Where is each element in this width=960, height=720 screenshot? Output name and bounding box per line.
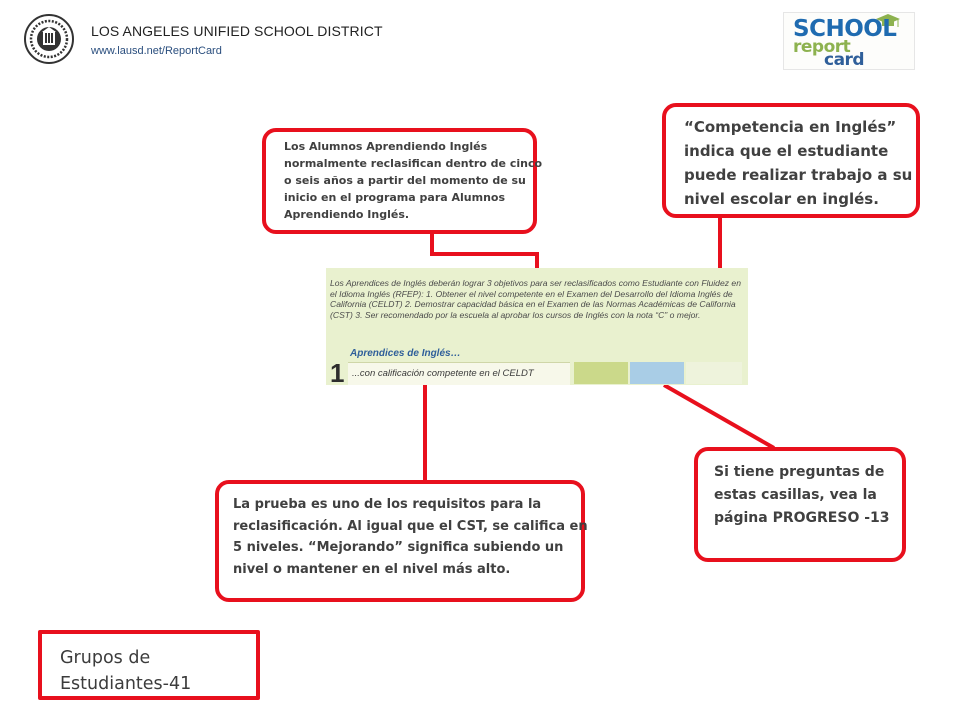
callout-english-learners (262, 128, 543, 234)
excerpt-row-number: 1 (330, 358, 345, 385)
excerpt-subheading: Aprendices de Inglés… (350, 348, 461, 359)
school-report-card-logo (783, 12, 915, 70)
excerpt-cell-empty (686, 362, 742, 384)
district-seal-icon (24, 14, 74, 64)
excerpt-row-label: ...con calificación competente en el CELDT (352, 368, 534, 379)
connector-preguntas (664, 385, 774, 448)
excerpt-cell-blue (630, 362, 684, 384)
callout-preguntas (694, 447, 906, 562)
district-name: LOS ANGELES UNIFIED SCHOOL DISTRICT (91, 23, 383, 39)
callout-competencia-text: “Competencia en Inglés” indica que el estudiante puede realizar trabajo a su nivel escolar en inglés. (684, 118, 913, 208)
callout-competencia (662, 103, 920, 218)
excerpt-paragraph: Los Aprendices de Inglés deberán lograr 3 objetivos para ser reclasificados como Estudiante con Fluidez en el Idioma Inglés (RFEP): 1. Obtener el nivel competente en el Examen del Desarrollo del Idioma Inglés de California (CELDT) 2. Demostrar capacidad básica en el Examen de las Normas Académicas de California (CST) 3. Ser recomendado por la escuela al aprobar los cursos de Inglés con la nota “C” o mejor. (330, 278, 741, 320)
logo-school-text: SCHOOL (793, 16, 897, 42)
report-card-url[interactable]: www.lausd.net/ReportCard (91, 45, 222, 57)
grupos-label: Grupos de Estudiantes-41 (60, 648, 192, 694)
report-card-excerpt (326, 268, 748, 385)
excerpt-cell-green (574, 362, 628, 384)
callout-preguntas-text: Si tiene preguntas de estas casillas, vea la página PROGRESO -13 (714, 464, 890, 526)
callout-prueba (215, 480, 588, 602)
callout-prueba-text: La prueba es uno de los requisitos para la reclasificación. Al igual que el CST, se califica en 5 niveles. “Mejorando” significa subiendo un nivel o mantener en el nivel más alto. (233, 497, 588, 577)
logo-card-text: card (824, 50, 865, 70)
excerpt-row (348, 362, 570, 385)
logo-report-text: report (793, 37, 851, 57)
grupos-link-box[interactable] (38, 630, 260, 700)
callout-english-learners-text: Los Alumnos Aprendiendo Inglés normalmente reclasifican dentro de cinco o seis años a partir del momento de su inicio en el programa para Alumnos Aprendiendo Inglés. (284, 140, 543, 221)
connector-english-learners (432, 232, 537, 272)
